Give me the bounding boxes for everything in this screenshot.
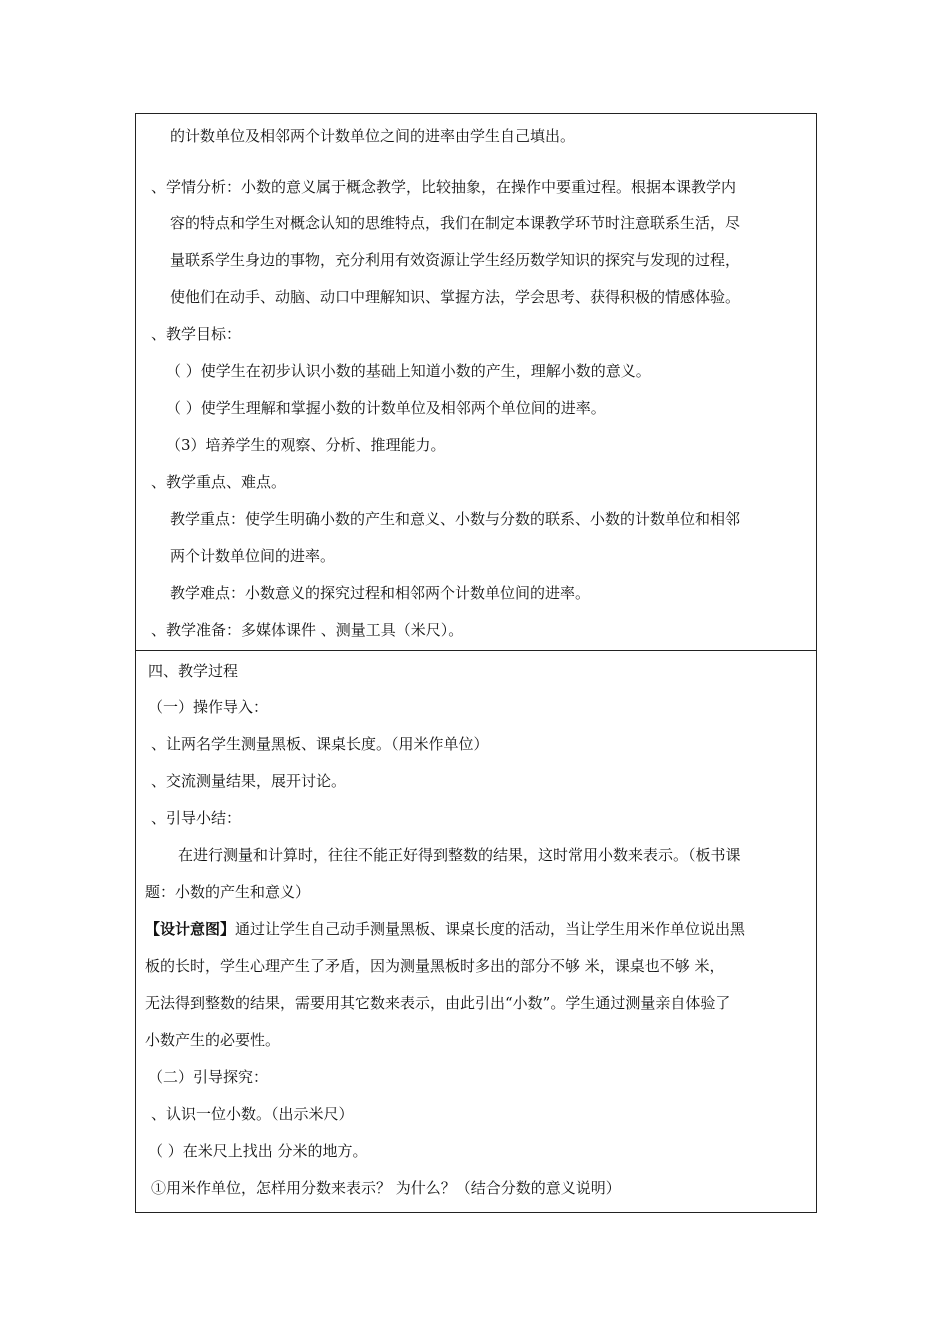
explore-line: ①用米作单位，怎样用分数来表示？ 为什么？（结合分数的意义说明） (151, 1179, 621, 1197)
analysis-line: 、学情分析：小数的意义属于概念教学，比较抽象，在操作中要重过程。根据本课教学内 (151, 178, 737, 196)
design-intent-line: 小数产生的必要性。 (145, 1031, 281, 1049)
summary-line: 在进行测量和计算时，往往不能正好得到整数的结果，这时常用小数来表示。（板书课 (178, 846, 741, 864)
key-point-line: 两个计数单位间的进率。 (170, 547, 336, 565)
section-title: 四、教学过程 (148, 662, 239, 680)
goal-item: （3）培养学生的观察、分析、推理能力。 (166, 436, 446, 454)
step-line: 、交流测量结果，展开讨论。 (151, 772, 347, 790)
design-intent-line (145, 919, 745, 939)
difficulty-line: 教学难点：小数意义的探究过程和相邻两个计数单位间的进率。 (170, 584, 591, 602)
preparation-line: 、教学准备：多媒体课件 、测量工具（米尺）。 (151, 621, 464, 639)
step-line: 、引导小结： (151, 809, 242, 827)
step-line: 、让两名学生测量黑板、课桌长度。（用米作单位） (151, 735, 489, 753)
lesson-plan-table (135, 113, 817, 1213)
text-line: 的计数单位及相邻两个计数单位之间的进率由学生自己填出。 (170, 127, 576, 145)
design-intent-line: 板的长时，学生心理产生了矛盾，因为测量黑板时多出的部分不够 米，课桌也不够 米， (145, 957, 725, 975)
lesson-analysis-cell (136, 114, 816, 651)
key-point-line: 教学重点：使学生明确小数的产生和意义、小数与分数的联系、小数的计数单位和相邻 (170, 510, 741, 528)
summary-line: 题：小数的产生和意义） (145, 883, 311, 901)
explore-line: （ ）在米尺上找出 分米的地方。 (148, 1142, 368, 1160)
analysis-line: 容的特点和学生对概念认知的思维特点，我们在制定本课教学环节时注意联系生活，尽 (170, 214, 741, 232)
design-intent-tag: 【设计意图】 (145, 920, 236, 938)
part-heading: （一）操作导入： (148, 698, 269, 716)
part-heading: （二）引导探究： (148, 1068, 269, 1086)
teaching-process-cell (136, 651, 816, 1212)
goal-item: （ ）使学生理解和掌握小数的计数单位及相邻两个单位间的进率。 (166, 399, 606, 417)
analysis-line: 使他们在动手、动脑、动口中理解知识、掌握方法，学会思考、获得积极的情感体验。 (170, 288, 741, 306)
analysis-line: 量联系学生身边的事物，充分利用有效资源让学生经历数学知识的探究与发现的过程， (170, 251, 741, 269)
design-intent-text: 通过让学生自己动手测量黑板、课桌长度的活动，当让学生用米作单位说出黑 (235, 920, 746, 938)
goals-heading: 、教学目标： (151, 325, 242, 343)
goal-item: （ ）使学生在初步认识小数的基础上知道小数的产生，理解小数的意义。 (166, 362, 651, 380)
design-intent-line: 无法得到整数的结果，需要用其它数来表示，由此引出“小数”。学生通过测量亲自体验了 (145, 994, 731, 1012)
explore-line: 、认识一位小数。（出示米尺） (151, 1105, 354, 1123)
key-points-heading: 、教学重点、难点。 (151, 473, 287, 491)
